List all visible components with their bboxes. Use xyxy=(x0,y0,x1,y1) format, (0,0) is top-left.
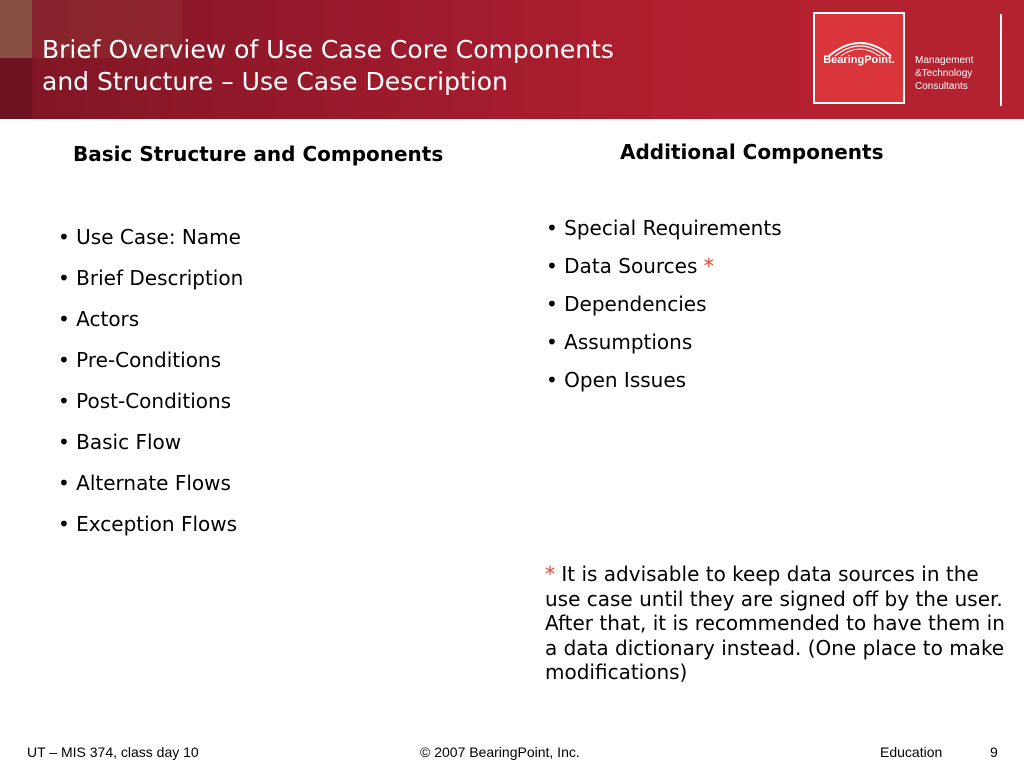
title-line-2: and Structure – Use Case Description xyxy=(42,67,508,96)
tagline-line: &Technology xyxy=(915,68,973,79)
header-decoration xyxy=(0,58,32,119)
logo-arc-icon xyxy=(825,32,895,72)
list-item-label: Data Sources xyxy=(564,254,698,278)
data-sources-note xyxy=(545,562,1005,685)
header-decoration xyxy=(0,0,32,58)
slide-header xyxy=(0,0,1024,119)
asterisk-marker: * xyxy=(703,254,714,278)
bearingpoint-logo xyxy=(813,12,905,104)
list-item: • Actors xyxy=(58,307,243,348)
basic-components-list xyxy=(58,225,243,553)
list-item: • Post-Conditions xyxy=(58,389,243,430)
list-item: • Brief Description xyxy=(58,266,243,307)
list-item: • Exception Flows xyxy=(58,512,243,553)
left-column-heading: Basic Structure and Components xyxy=(73,142,444,166)
footer-section: Education xyxy=(880,744,943,760)
note-text: It is advisable to keep data sources in the use case until they are signed off by the user. After that, it is recommended to have them in a data dictionary instead. (One place to make modifications) xyxy=(545,562,1005,684)
header-divider xyxy=(1000,14,1002,106)
list-item xyxy=(546,254,782,292)
list-item: • Use Case: Name xyxy=(58,225,243,266)
title-line-1: Brief Overview of Use Case Core Components xyxy=(42,35,614,64)
logo-wordmark: BearingPoint. xyxy=(823,54,895,66)
list-item: • Basic Flow xyxy=(58,430,243,471)
list-item: • Pre-Conditions xyxy=(58,348,243,389)
list-item xyxy=(546,330,782,368)
list-item-label: Open Issues xyxy=(564,368,687,392)
right-column-heading: Additional Components xyxy=(620,140,884,164)
additional-components-list xyxy=(546,216,782,406)
slide-title xyxy=(42,34,614,98)
list-item-label: Special Requirements xyxy=(564,216,782,240)
note-asterisk: * xyxy=(545,562,555,586)
list-item-label: Dependencies xyxy=(564,292,707,316)
list-item-label: Assumptions xyxy=(564,330,693,354)
logo-tagline xyxy=(915,54,973,93)
list-item xyxy=(546,292,782,330)
list-item xyxy=(546,368,782,406)
list-item xyxy=(546,216,782,254)
tagline-line: Management xyxy=(915,55,974,66)
tagline-line: Consultants xyxy=(915,81,968,92)
page-number: 9 xyxy=(990,744,998,760)
footer-copyright: © 2007 BearingPoint, Inc. xyxy=(420,744,580,760)
list-item: • Alternate Flows xyxy=(58,471,243,512)
footer-course: UT – MIS 374, class day 10 xyxy=(27,744,199,760)
